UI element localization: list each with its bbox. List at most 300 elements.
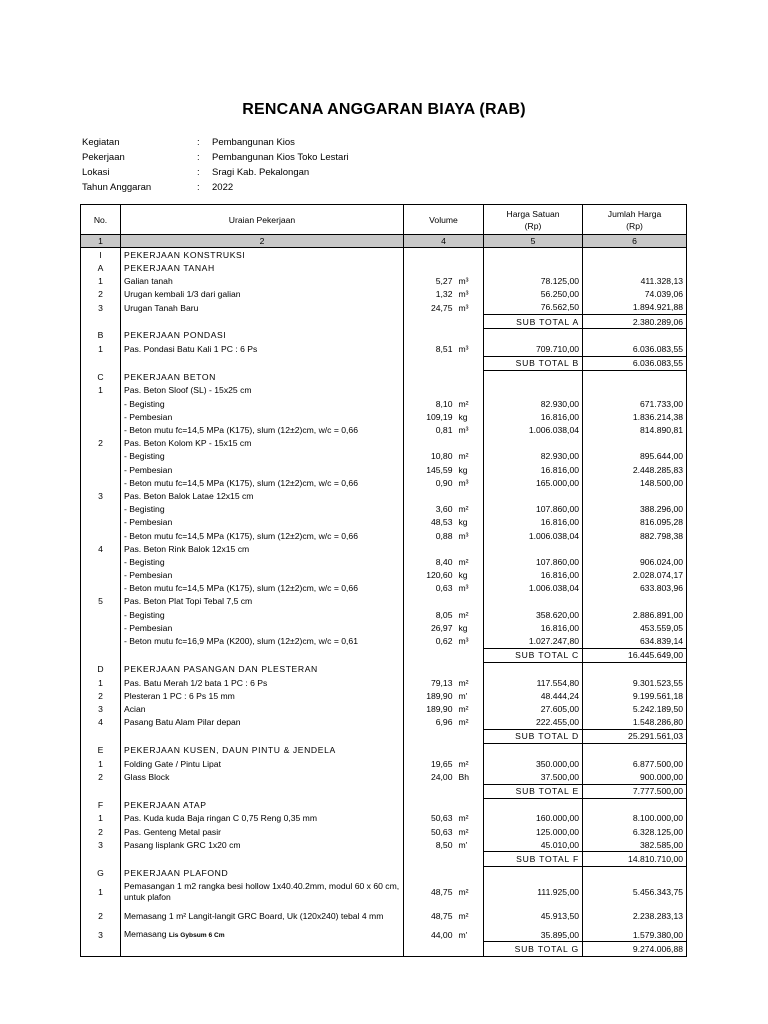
row-desc: PEKERJAAN KONSTRUKSI [121, 248, 404, 262]
row-unit-price: 160.000,00 [484, 812, 583, 825]
row-total [583, 542, 687, 555]
row-volume: 145,59 [404, 463, 456, 476]
table-row [81, 529, 687, 542]
table-row [81, 634, 687, 648]
row-no [81, 852, 121, 866]
row-no: 1 [81, 274, 121, 287]
row-unit [456, 370, 484, 384]
header-jumlah-harga [583, 205, 687, 235]
row-unit-price [484, 329, 583, 343]
row-desc: - Pembesian [121, 410, 404, 423]
row-no [81, 608, 121, 621]
row-desc: - Beton mutu fc=14,5 MPa (K175), slum (12±2)cm, w/c = 0,66 [121, 423, 404, 436]
row-desc-text: Memasang [124, 928, 167, 939]
row-volume [404, 798, 456, 812]
row-total: 1.548.286,80 [583, 716, 687, 730]
row-no [81, 516, 121, 529]
subtotal-label-text: SUB TOTAL [515, 358, 570, 369]
row-unit-price: 16.816,00 [484, 569, 583, 582]
row-total: 388.296,00 [583, 503, 687, 516]
row-total: 9.199.561,18 [583, 689, 687, 702]
subtotal-label [484, 729, 583, 743]
subtotal-label [484, 784, 583, 798]
row-desc: - Pembesian [121, 621, 404, 634]
row-desc: Acian [121, 702, 404, 715]
table-row [81, 676, 687, 689]
table-row [81, 716, 687, 730]
subtotal-value: 25.291.561,03 [583, 729, 687, 743]
row-unit-price: 117.554,80 [484, 676, 583, 689]
row-total [583, 329, 687, 343]
row-total: 148.500,00 [583, 476, 687, 489]
row-no [81, 503, 121, 516]
row-total: 1.836.214,38 [583, 410, 687, 423]
row-unit-price: 1.006.038,04 [484, 582, 583, 595]
table-row [81, 904, 687, 928]
row-total [583, 261, 687, 274]
row-unit-price [484, 248, 583, 262]
row-volume: 120,60 [404, 569, 456, 582]
row-volume: 10,80 [404, 450, 456, 463]
row-total [583, 370, 687, 384]
row-volume [404, 489, 456, 502]
subtotal-letter: G [571, 943, 580, 954]
row-desc: - Beton mutu fc=14,5 MPa (K175), slum (12±2)cm, w/c = 0,66 [121, 582, 404, 595]
section-row [81, 329, 687, 343]
row-unit: m² [456, 702, 484, 715]
row-volume: 0,62 [404, 634, 456, 648]
row-unit [456, 852, 484, 866]
row-total: 900.000,00 [583, 770, 687, 784]
row-no: E [81, 743, 121, 757]
rab-table [80, 204, 687, 957]
meta-colon: : [197, 182, 200, 193]
row-desc: Pas. Genteng Metal pasir [121, 825, 404, 838]
row-unit-price: 45.913,50 [484, 904, 583, 928]
row-total: 671.733,00 [583, 397, 687, 410]
meta-label: Pekerjaan [82, 152, 125, 163]
colnum: 1 [81, 235, 121, 248]
row-no [81, 463, 121, 476]
row-total: 74.039,06 [583, 288, 687, 301]
row-unit: m² [456, 450, 484, 463]
row-desc: Urugan Tanah Baru [121, 301, 404, 315]
row-no [81, 356, 121, 370]
row-desc-small: Lis Gybsum 6 Cm [168, 931, 225, 939]
row-unit [456, 798, 484, 812]
row-desc: Folding Gate / Pintu Lipat [121, 757, 404, 770]
subtotal-value: 6.036.083,55 [583, 356, 687, 370]
row-no [81, 529, 121, 542]
row-unit: kg [456, 516, 484, 529]
row-unit [456, 356, 484, 370]
section-row [81, 370, 687, 384]
table-row [81, 812, 687, 825]
row-volume: 44,00 [404, 928, 456, 942]
row-desc: Galian tanah [121, 274, 404, 287]
row-no: I [81, 248, 121, 262]
row-total: 1.894.921,88 [583, 301, 687, 315]
row-volume [404, 866, 456, 880]
row-unit-price: 111.925,00 [484, 880, 583, 904]
row-volume: 0,88 [404, 529, 456, 542]
row-total [583, 384, 687, 397]
row-no: 1 [81, 812, 121, 825]
row-unit: m³ [456, 342, 484, 356]
row-volume: 8,40 [404, 555, 456, 568]
row-desc: - Begisting [121, 608, 404, 621]
row-total: 2.238.283,13 [583, 904, 687, 928]
meta-value: Pembangunan Kios [212, 137, 295, 148]
row-unit: m' [456, 689, 484, 702]
row-unit [456, 437, 484, 450]
row-unit: kg [456, 569, 484, 582]
row-unit-price [484, 595, 583, 608]
row-unit: m³ [456, 529, 484, 542]
row-no: 3 [81, 301, 121, 315]
header-no: No. [81, 205, 121, 235]
subtotal-label-text: SUB TOTAL [515, 731, 569, 742]
row-no: 2 [81, 825, 121, 838]
row-no: G [81, 866, 121, 880]
row-no: 2 [81, 437, 121, 450]
subtotal-label [484, 852, 583, 866]
table-row [81, 542, 687, 555]
header-harga-satuan [484, 205, 583, 235]
row-unit: m² [456, 676, 484, 689]
section-row [81, 743, 687, 757]
row-unit [456, 542, 484, 555]
subtotal-letter: D [572, 731, 580, 742]
section-row [81, 662, 687, 676]
row-total: 8.100.000,00 [583, 812, 687, 825]
row-unit-price [484, 261, 583, 274]
row-desc: Pas. Beton Rink Balok 12x15 cm [121, 542, 404, 555]
row-volume: 189,90 [404, 702, 456, 715]
row-total [583, 866, 687, 880]
row-unit-price: 27.605,00 [484, 702, 583, 715]
table-row [81, 516, 687, 529]
subtotal-letter: F [572, 854, 580, 865]
meta-colon: : [197, 167, 200, 178]
row-no [81, 555, 121, 568]
row-no [81, 476, 121, 489]
subtotal-label-text: SUB TOTAL [515, 786, 570, 797]
row-total: 816.095,28 [583, 516, 687, 529]
row-desc: PEKERJAAN PASANGAN DAN PLESTERAN [121, 662, 404, 676]
row-volume [404, 314, 456, 328]
table-row [81, 608, 687, 621]
subtotal-row [81, 729, 687, 743]
row-desc: Pas. Batu Merah 1/2 bata 1 PC : 6 Ps [121, 676, 404, 689]
row-volume [404, 437, 456, 450]
row-unit-price: 82.930,00 [484, 450, 583, 463]
table-row [81, 342, 687, 356]
table-row [81, 838, 687, 852]
row-volume [404, 356, 456, 370]
row-desc [121, 784, 404, 798]
row-volume: 19,65 [404, 757, 456, 770]
row-volume [404, 648, 456, 662]
row-total [583, 248, 687, 262]
subtotal-letter: E [572, 786, 580, 797]
subtotal-value: 2.380.289,06 [583, 314, 687, 328]
row-unit [456, 248, 484, 262]
row-unit-price: 35.895,00 [484, 928, 583, 942]
row-desc: PEKERJAAN BETON [121, 370, 404, 384]
row-desc: Pas. Beton Plat Topi Tebal 7,5 cm [121, 595, 404, 608]
row-unit: kg [456, 621, 484, 634]
subtotal-label [484, 356, 583, 370]
row-total: 6.328.125,00 [583, 825, 687, 838]
row-unit-price: 107.860,00 [484, 503, 583, 516]
row-no [81, 423, 121, 436]
row-volume [404, 542, 456, 555]
table-row [81, 928, 687, 942]
row-no [81, 569, 121, 582]
row-no: 3 [81, 702, 121, 715]
row-desc: Glass Block [121, 770, 404, 784]
subtotal-value: 9.274.006,88 [583, 942, 687, 956]
row-total: 9.301.523,55 [583, 676, 687, 689]
row-no: 3 [81, 928, 121, 942]
row-unit [456, 729, 484, 743]
row-unit: kg [456, 463, 484, 476]
row-volume: 6,96 [404, 716, 456, 730]
row-unit-price: 1.006.038,04 [484, 529, 583, 542]
table-row [81, 274, 687, 287]
meta-row-lokasi [82, 165, 349, 180]
row-no [81, 621, 121, 634]
row-volume: 26,97 [404, 621, 456, 634]
row-unit: m³ [456, 301, 484, 315]
row-volume [404, 384, 456, 397]
row-unit: m³ [456, 288, 484, 301]
row-unit: m² [456, 880, 484, 904]
row-unit-price: 222.455,00 [484, 716, 583, 730]
row-desc [121, 648, 404, 662]
row-volume: 48,75 [404, 880, 456, 904]
header-uraian: Uraian Pekerjaan [121, 205, 404, 235]
row-unit [456, 743, 484, 757]
header-harga-satuan-label: Harga Satuan [506, 208, 560, 219]
row-total: 633.803,96 [583, 582, 687, 595]
row-volume: 1,32 [404, 288, 456, 301]
row-desc: Pas. Beton Kolom KP - 15x15 cm [121, 437, 404, 450]
row-desc [121, 928, 404, 942]
table-row [81, 463, 687, 476]
project-info [82, 135, 349, 195]
row-volume: 50,63 [404, 812, 456, 825]
row-volume: 0,81 [404, 423, 456, 436]
row-unit-price [484, 384, 583, 397]
row-volume [404, 942, 456, 956]
row-desc [121, 314, 404, 328]
row-unit-price: 1.006.038,04 [484, 423, 583, 436]
table-row [81, 757, 687, 770]
row-desc [121, 942, 404, 956]
row-unit-price [484, 437, 583, 450]
row-unit: m² [456, 503, 484, 516]
row-no [81, 942, 121, 956]
subtotal-label [484, 314, 583, 328]
row-unit-price: 16.816,00 [484, 410, 583, 423]
row-no: 2 [81, 770, 121, 784]
table-row [81, 595, 687, 608]
table-row [81, 503, 687, 516]
row-desc: PEKERJAAN KUSEN, DAUN PINTU & JENDELA [121, 743, 404, 757]
colnum: 2 [121, 235, 404, 248]
row-no: B [81, 329, 121, 343]
row-volume [404, 248, 456, 262]
row-volume: 8,51 [404, 342, 456, 356]
row-volume [404, 852, 456, 866]
header-jumlah-harga-label: Jumlah Harga [607, 208, 662, 219]
table-row [81, 301, 687, 315]
row-volume: 24,75 [404, 301, 456, 315]
row-desc: PEKERJAAN TANAH [121, 261, 404, 274]
table-row [81, 423, 687, 436]
row-desc [121, 356, 404, 370]
row-unit-price [484, 743, 583, 757]
row-unit: m³ [456, 476, 484, 489]
row-volume: 3,60 [404, 503, 456, 516]
row-unit: Bh [456, 770, 484, 784]
row-volume: 189,90 [404, 689, 456, 702]
row-total: 634.839,14 [583, 634, 687, 648]
row-volume [404, 729, 456, 743]
row-unit-price [484, 542, 583, 555]
row-desc: Pasang lisplank GRC 1x20 cm [121, 838, 404, 852]
row-volume [404, 329, 456, 343]
subtotal-label-text: SUB TOTAL [516, 316, 570, 327]
row-no: F [81, 798, 121, 812]
subtotal-row [81, 356, 687, 370]
page-title: RENCANA ANGGARAN BIAYA (RAB) [242, 101, 526, 118]
row-unit-price: 358.620,00 [484, 608, 583, 621]
row-volume: 8,50 [404, 838, 456, 852]
row-no: 1 [81, 757, 121, 770]
row-unit: m² [456, 716, 484, 730]
row-unit: m² [456, 904, 484, 928]
row-unit: m' [456, 838, 484, 852]
row-unit: m² [456, 812, 484, 825]
subtotal-label-text: SUB TOTAL [514, 943, 569, 954]
row-volume: 8,05 [404, 608, 456, 621]
row-no [81, 397, 121, 410]
subtotal-row [81, 942, 687, 956]
row-unit [456, 866, 484, 880]
column-number-row [81, 235, 687, 248]
row-no [81, 634, 121, 648]
row-unit-price: 1.027.247,80 [484, 634, 583, 648]
table-row [81, 437, 687, 450]
meta-value: Sragi Kab. Pekalongan [212, 167, 310, 178]
row-unit: m³ [456, 582, 484, 595]
row-unit-price: 16.816,00 [484, 516, 583, 529]
row-unit [456, 314, 484, 328]
row-volume: 50,63 [404, 825, 456, 838]
row-volume: 79,13 [404, 676, 456, 689]
table-row [81, 450, 687, 463]
row-desc: - Begisting [121, 503, 404, 516]
colnum: 5 [484, 235, 583, 248]
row-desc: Pas. Beton Sloof (SL) - 15x25 cm [121, 384, 404, 397]
row-total [583, 662, 687, 676]
row-total: 411.328,13 [583, 274, 687, 287]
row-unit: m² [456, 555, 484, 568]
row-total: 906.024,00 [583, 555, 687, 568]
row-unit: m' [456, 928, 484, 942]
meta-label: Tahun Anggaran [82, 182, 152, 193]
table-row [81, 384, 687, 397]
meta-row-tahun-anggaran [82, 180, 349, 195]
table-row [81, 489, 687, 502]
row-unit-price: 76.562,50 [484, 301, 583, 315]
row-no: D [81, 662, 121, 676]
row-unit: m³ [456, 274, 484, 287]
row-no: 3 [81, 838, 121, 852]
row-desc: - Beton mutu fc=16,9 MPa (K200), slum (12±2)cm, w/c = 0,61 [121, 634, 404, 648]
colnum: 6 [583, 235, 687, 248]
row-desc: PEKERJAAN PONDASI [121, 329, 404, 343]
row-unit-price: 125.000,00 [484, 825, 583, 838]
row-desc: Plesteran 1 PC : 6 Ps 15 mm [121, 689, 404, 702]
row-unit-price: 78.125,00 [484, 274, 583, 287]
section-row [81, 248, 687, 262]
table-row [81, 569, 687, 582]
row-desc: - Pembesian [121, 569, 404, 582]
row-desc: Pasang Batu Alam Pilar depan [121, 716, 404, 730]
subtotal-row [81, 784, 687, 798]
row-unit-price: 165.000,00 [484, 476, 583, 489]
table-header [81, 205, 687, 235]
row-unit [456, 384, 484, 397]
meta-row-kegiatan [82, 135, 349, 150]
row-volume: 5,27 [404, 274, 456, 287]
row-no: 1 [81, 676, 121, 689]
row-unit [456, 329, 484, 343]
row-desc: - Pembesian [121, 516, 404, 529]
row-no: 2 [81, 288, 121, 301]
row-unit-price [484, 866, 583, 880]
meta-value: 2022 [212, 182, 234, 193]
table-row [81, 689, 687, 702]
row-no: 3 [81, 489, 121, 502]
row-total [583, 595, 687, 608]
row-unit-price: 16.816,00 [484, 621, 583, 634]
meta-row-pekerjaan [82, 150, 349, 165]
table-row [81, 702, 687, 715]
row-unit [456, 489, 484, 502]
row-desc: PEKERJAAN ATAP [121, 798, 404, 812]
header-harga-satuan-unit: (Rp) [524, 220, 542, 231]
table-row [81, 770, 687, 784]
colnum: 4 [404, 235, 484, 248]
table-row [81, 476, 687, 489]
subtotal-label-text: SUB TOTAL [515, 650, 569, 661]
row-desc: PEKERJAAN PLAFOND [121, 866, 404, 880]
row-no [81, 450, 121, 463]
row-volume: 48,75 [404, 904, 456, 928]
meta-colon: : [197, 137, 200, 148]
row-unit: m³ [456, 634, 484, 648]
row-total: 6.877.500,00 [583, 757, 687, 770]
row-volume [404, 743, 456, 757]
row-no: 4 [81, 716, 121, 730]
subtotal-row [81, 648, 687, 662]
row-no: C [81, 370, 121, 384]
